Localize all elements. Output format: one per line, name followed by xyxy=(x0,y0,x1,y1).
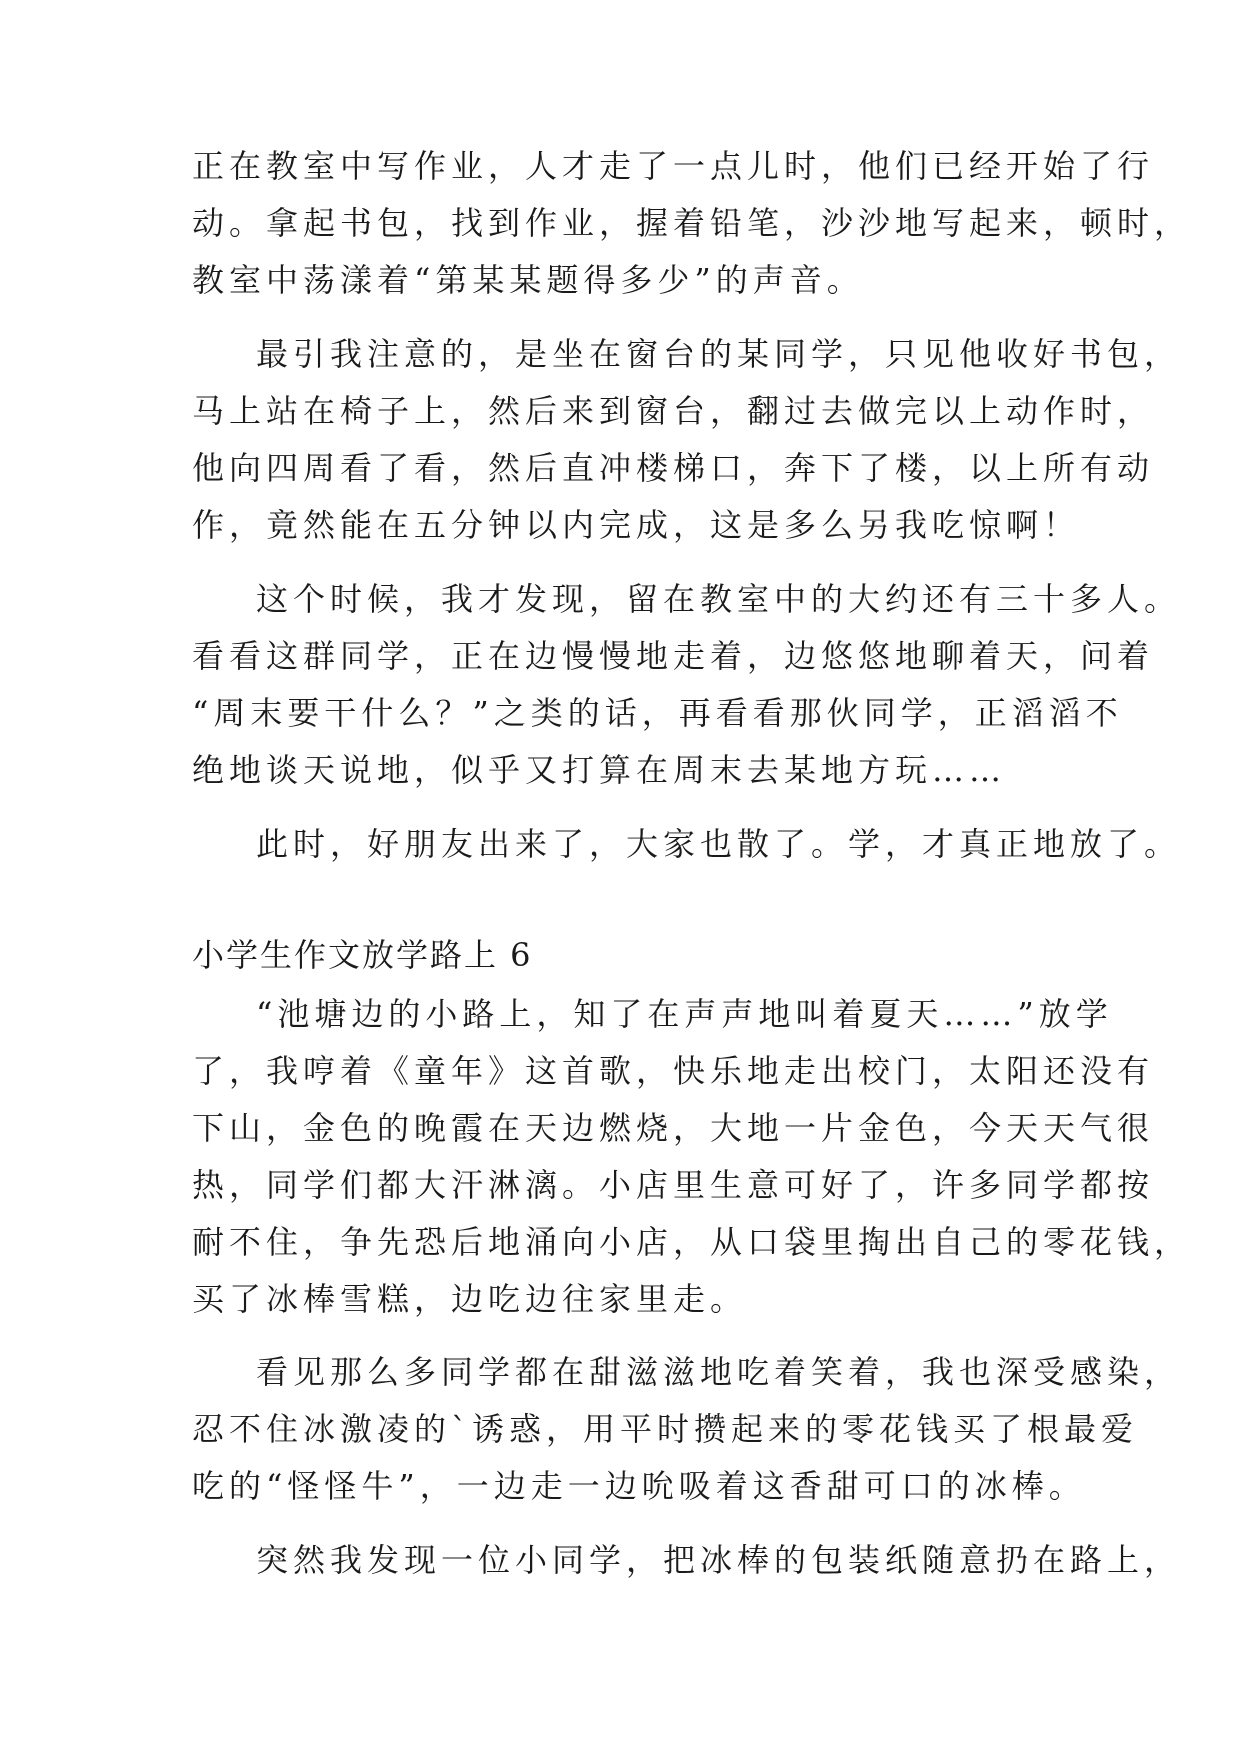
text-line: 下山，金色的晚霞在天边燃烧，大地一片金色，今天天气很 xyxy=(192,1109,1155,1147)
section-heading: 小学生作文放学路上 6 xyxy=(192,936,533,974)
paragraph-first-line: 此时，好朋友出来了，大家也散了。学，才真正地放了。 xyxy=(256,825,1182,863)
text-line: 正在教室中写作业，人才走了一点儿时，他们已经开始了行 xyxy=(192,147,1155,185)
text-line: “周末要干什么？”之类的话，再看看那伙同学，正滔滔不 xyxy=(192,694,1123,732)
paragraph-first-line: 这个时候，我才发现，留在教室中的大约还有三十多人。 xyxy=(256,580,1182,618)
text-line: 忍不住冰激凌的`诱惑，用平时攒起来的零花钱买了根最爱 xyxy=(192,1410,1139,1448)
paragraph-first-line: 突然我发现一位小同学，把冰棒的包装纸随意扔在路上， xyxy=(256,1541,1182,1579)
text-line: 看看这群同学，正在边慢慢地走着，边悠悠地聊着天，问着 xyxy=(192,637,1155,675)
text-line: 教室中荡漾着“第某某题得多少”的声音。 xyxy=(192,261,864,299)
text-line: 了，我哼着《童年》这首歌，快乐地走出校门，太阳还没有 xyxy=(192,1052,1155,1090)
text-line: 绝地谈天说地，似乎又打算在周末去某地方玩…… xyxy=(192,751,1007,789)
text-line: 买了冰棒雪糕，边吃边往家里走。 xyxy=(192,1280,748,1318)
paragraph-first-line: “池塘边的小路上，知了在声声地叫着夏天……”放学 xyxy=(256,995,1113,1033)
text-line: 吃的“怪怪牛”，一边走一边吮吸着这香甜可口的冰棒。 xyxy=(192,1467,1086,1505)
paragraph-first-line: 最引我注意的，是坐在窗台的某同学，只见他收好书包， xyxy=(256,335,1182,373)
text-line: 热，同学们都大汗淋漓。小店里生意可好了，许多同学都按 xyxy=(192,1166,1155,1204)
text-line: 耐不住，争先恐后地涌向小店，从口袋里掏出自己的零花钱， xyxy=(192,1223,1192,1261)
paragraph-first-line: 看见那么多同学都在甜滋滋地吃着笑着，我也深受感染， xyxy=(256,1353,1182,1391)
text-line: 他向四周看了看，然后直冲楼梯口，奔下了楼，以上所有动 xyxy=(192,449,1155,487)
text-line: 马上站在椅子上，然后来到窗台，翻过去做完以上动作时， xyxy=(192,392,1155,430)
text-line: 作，竟然能在五分钟以内完成，这是多么另我吃惊啊！ xyxy=(192,506,1081,544)
text-line: 动。拿起书包，找到作业，握着铅笔，沙沙地写起来，顿时， xyxy=(192,204,1192,242)
